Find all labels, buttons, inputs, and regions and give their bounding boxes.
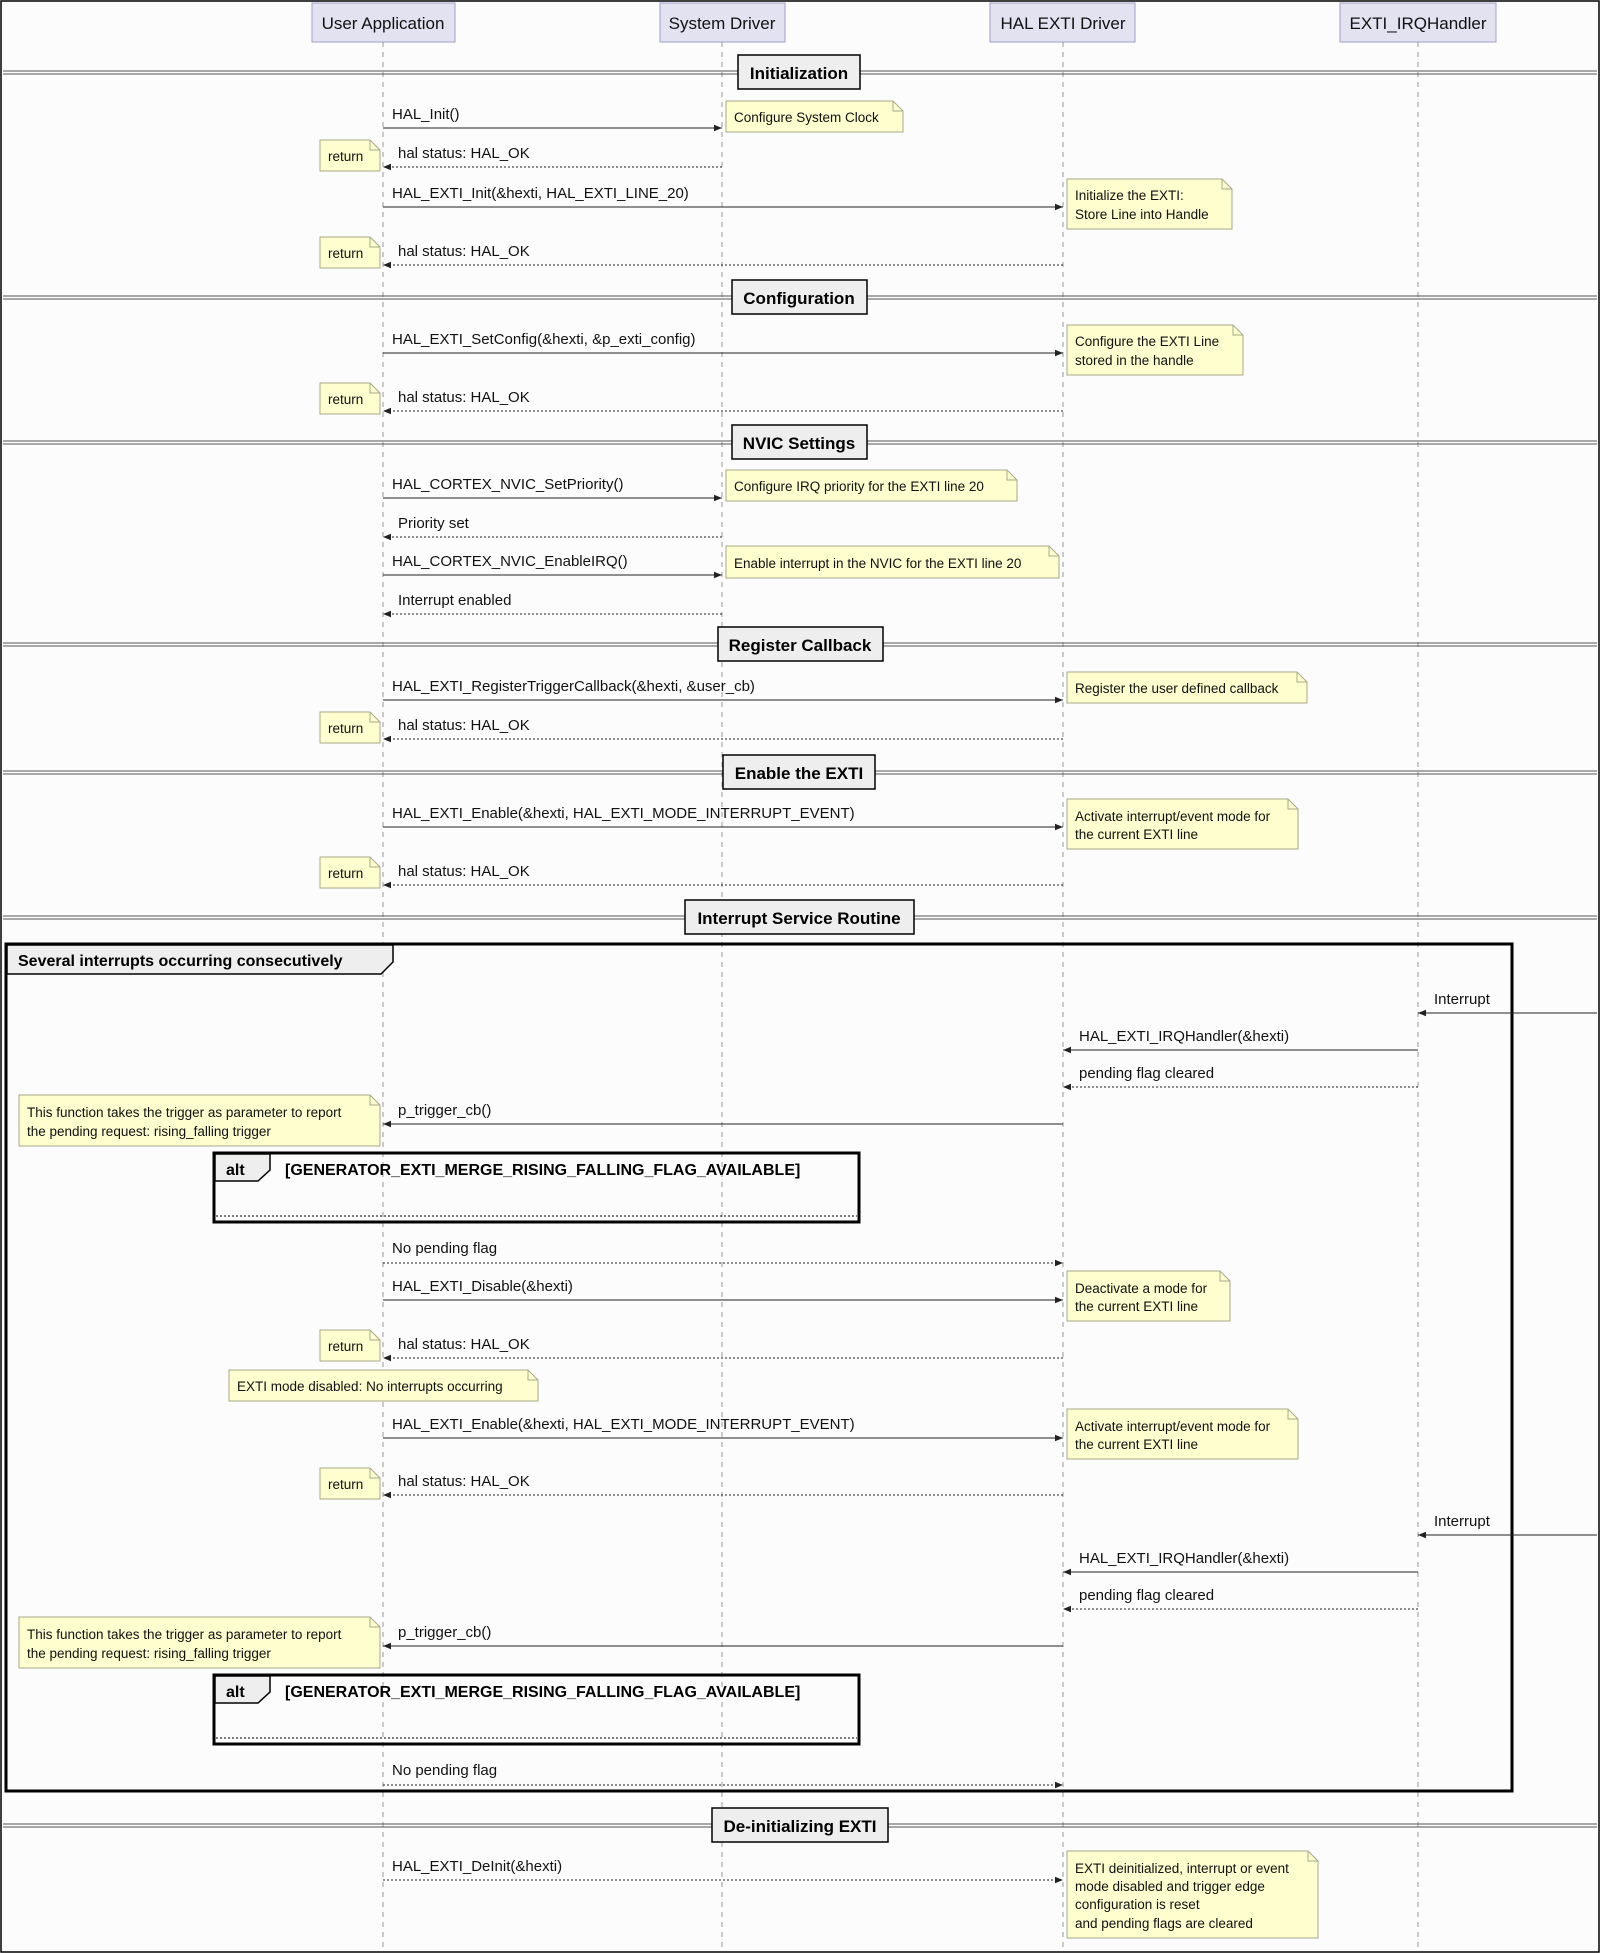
note-text: Configure the EXTI Line: [1075, 334, 1220, 349]
message-label: HAL_EXTI_Enable(&hexti, HAL_EXTI_MODE_INTERRUPT_EVENT): [392, 1416, 855, 1433]
note-text: stored in the handle: [1075, 353, 1194, 368]
section-label: Initialization: [749, 64, 849, 83]
note-text: return: [328, 866, 364, 881]
frame-label: Several interrupts occurring consecutively: [18, 953, 343, 970]
note-text: This function takes the trigger as parameter to report: [27, 1627, 342, 1642]
alt-frame: [214, 1675, 859, 1744]
note-text: return: [328, 392, 364, 407]
participant-hal-exti-driver: [990, 3, 1135, 42]
note: [726, 470, 1017, 501]
note: [229, 1370, 538, 1401]
note-text: the pending request: rising_falling trigger: [27, 1646, 271, 1661]
message-label: No pending flag: [392, 1762, 498, 1779]
note: [1067, 799, 1298, 849]
participant-label: User Application: [321, 14, 445, 33]
message-label: hal status: HAL_OK: [398, 1473, 530, 1490]
message-label: HAL_EXTI_Init(&hexti, HAL_EXTI_LINE_20): [392, 185, 689, 202]
note-text: Activate interrupt/event mode for: [1075, 1419, 1271, 1434]
return-note: [320, 383, 380, 414]
message-label: Interrupt: [1434, 991, 1490, 1008]
message-label: HAL_EXTI_SetConfig(&hexti, &p_exti_config): [392, 331, 696, 348]
participant-user-application: [312, 3, 455, 42]
message-label: hal status: HAL_OK: [398, 145, 530, 162]
section-label: De-initializing EXTI: [723, 1817, 877, 1836]
message-label: HAL_CORTEX_NVIC_EnableIRQ(): [392, 553, 628, 570]
section-register-callback: [3, 627, 1597, 661]
message-label: No pending flag: [392, 1240, 498, 1257]
participant-system-driver: [660, 3, 785, 42]
message-label: HAL_EXTI_RegisterTriggerCallback(&hexti, &user_cb): [392, 678, 755, 695]
alt-frame: [214, 1153, 859, 1222]
note-text: return: [328, 721, 364, 736]
return-note: [320, 1468, 380, 1499]
message-label: hal status: HAL_OK: [398, 243, 530, 260]
note-text: EXTI mode disabled: No interrupts occurring: [237, 1379, 503, 1394]
message-label: Interrupt enabled: [398, 592, 512, 609]
note: [19, 1095, 380, 1146]
note: [726, 101, 903, 132]
section-de-initializing-exti: [3, 1808, 1597, 1842]
message-label: hal status: HAL_OK: [398, 717, 530, 734]
note-text: EXTI deinitialized, interrupt or event: [1075, 1861, 1289, 1876]
note: [1067, 1851, 1318, 1938]
message-label: HAL_CORTEX_NVIC_SetPriority(): [392, 476, 624, 493]
note-text: Configure System Clock: [734, 110, 879, 125]
note-text: This function takes the trigger as parameter to report: [27, 1105, 342, 1120]
note: [19, 1617, 380, 1668]
section-interrupt-service-routine: [3, 900, 1597, 934]
note: [1067, 672, 1307, 703]
note-text: configuration is reset: [1075, 1897, 1200, 1912]
note-text: Initialize the EXTI:: [1075, 188, 1184, 203]
note-text: return: [328, 149, 364, 164]
section-label: Configuration: [743, 289, 855, 308]
note: [1067, 325, 1243, 375]
message-label: pending flag cleared: [1079, 1587, 1215, 1604]
section-label: Interrupt Service Routine: [697, 909, 901, 928]
note-text: the current EXTI line: [1075, 827, 1199, 842]
message-label: HAL_EXTI_Enable(&hexti, HAL_EXTI_MODE_INTERRUPT_EVENT): [392, 805, 855, 822]
note-text: Store Line into Handle: [1075, 207, 1209, 222]
note-text: Register the user defined callback: [1075, 681, 1279, 696]
section-configuration: [3, 280, 1597, 314]
return-note: [320, 857, 380, 888]
note-text: Configure IRQ priority for the EXTI line 20: [734, 479, 984, 494]
note-text: return: [328, 1477, 364, 1492]
section-nvic-settings: [3, 425, 1597, 459]
message-label: HAL_EXTI_Disable(&hexti): [392, 1278, 573, 1295]
note-text: the current EXTI line: [1075, 1437, 1199, 1452]
alt-condition: [GENERATOR_EXTI_MERGE_RISING_FALLING_FLAG_AVAILABLE]: [285, 1162, 801, 1179]
message-label: p_trigger_cb(): [398, 1624, 492, 1641]
note-text: return: [328, 246, 364, 261]
message-label: hal status: HAL_OK: [398, 389, 530, 406]
message-label: HAL_EXTI_IRQHandler(&hexti): [1079, 1550, 1290, 1567]
return-note: [320, 140, 380, 171]
note: [1067, 1271, 1230, 1321]
return-note: [320, 237, 380, 268]
message-label: hal status: HAL_OK: [398, 1336, 530, 1353]
message-label: hal status: HAL_OK: [398, 863, 530, 880]
section-label: NVIC Settings: [742, 434, 856, 453]
message-label: Priority set: [398, 515, 469, 532]
participant-exti-irqhandler: [1340, 3, 1496, 42]
note-text: Deactivate a mode for: [1075, 1281, 1208, 1296]
message-label: HAL_EXTI_DeInit(&hexti): [392, 1858, 563, 1875]
section-enable-the-exti: [3, 755, 1597, 789]
lifelines: [383, 42, 1418, 1950]
note-text: and pending flags are cleared: [1075, 1916, 1253, 1931]
alt-keyword: alt: [226, 1162, 245, 1179]
section-label: Enable the EXTI: [734, 764, 864, 783]
note-text: Activate interrupt/event mode for: [1075, 809, 1271, 824]
note-text: the pending request: rising_falling trigger: [27, 1124, 271, 1139]
note-text: mode disabled and trigger edge: [1075, 1879, 1265, 1894]
message-label: HAL_EXTI_IRQHandler(&hexti): [1079, 1028, 1290, 1045]
return-note: [320, 1330, 380, 1361]
return-note: [320, 712, 380, 743]
message-label: HAL_Init(): [392, 106, 460, 123]
participant-label: System Driver: [668, 14, 776, 33]
message-label: p_trigger_cb(): [398, 1102, 492, 1119]
participant-label: HAL EXTI Driver: [1000, 14, 1126, 33]
note: [1067, 1409, 1298, 1459]
note-text: Enable interrupt in the NVIC for the EXTI line 20: [734, 556, 1022, 571]
message-label: Interrupt: [1434, 1513, 1490, 1530]
section-label: Register Callback: [728, 636, 872, 655]
alt-condition: [GENERATOR_EXTI_MERGE_RISING_FALLING_FLAG_AVAILABLE]: [285, 1684, 801, 1701]
section-initialization: [3, 55, 1597, 89]
note: [726, 546, 1059, 578]
note: [1067, 179, 1232, 229]
message-label: pending flag cleared: [1079, 1065, 1215, 1082]
participant-label: EXTI_IRQHandler: [1349, 14, 1487, 33]
alt-keyword: alt: [226, 1684, 245, 1701]
note-text: return: [328, 1339, 364, 1354]
note-text: the current EXTI line: [1075, 1299, 1199, 1314]
